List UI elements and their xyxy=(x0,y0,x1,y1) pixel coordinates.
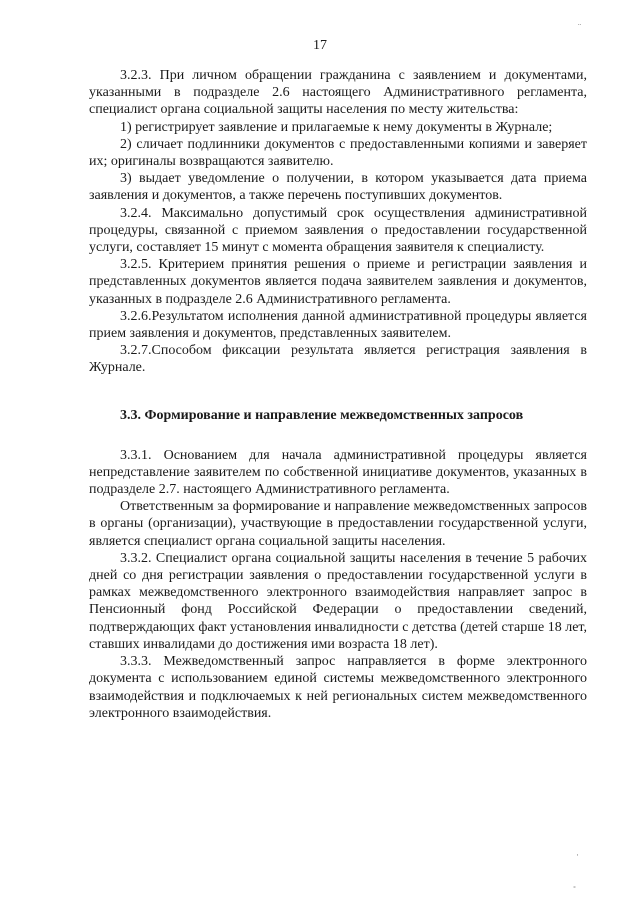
paragraph-3-2-7: 3.2.7.Способом фиксации результата является регистрация заявления в Журнале. xyxy=(89,343,587,376)
scan-mark: ˚ xyxy=(573,885,576,895)
paragraph-item-3: 3) выдает уведомление о получении, в котором указывается дата приема заявления и документов, а также перечень поступивших документов. xyxy=(89,171,587,204)
scan-mark: · xyxy=(576,850,579,860)
paragraph-item-1: 1) регистрирует заявление и прилагаемые к нему документы в Журнале; xyxy=(120,119,553,135)
paragraph-3-2-4: 3.2.4. Максимально допустимый срок осуществления административной процедуры, связанной с приемом заявления о предоставлении государственной услуги, составляет 15 минут с момента обращения заявителя к специалисту. xyxy=(89,205,587,256)
paragraph-3-3-1: 3.3.1. Основанием для начала административной процедуры является непредставление заявителем по собственной инициативе документов, указанных в подразделе 2.7. настоящего Административного регламента. xyxy=(89,447,587,498)
paragraph-3-3-2: 3.3.2. Специалист органа социальной защиты населения в течение 5 рабочих дней со дня регистрации заявления о предоставлении государственной услуги в рамках межведомственного электронного взаимодействия направляет запрос в Пенсионный фонд Российской Федерации о предоставлении сведений, подтверждающих факт установления инвалидности с детства (детей старше 18 лет, ставших инвалидами до достижения ими возраста 18 лет). xyxy=(89,550,587,652)
page-number: 17 xyxy=(313,38,327,53)
section-title: 3.3. Формирование и направление межведомственных запросов xyxy=(120,407,524,423)
paragraph-3-3-3: 3.3.3. Межведомственный запрос направляется в форме электронного документа с использованием единой системы межведомственного электронного взаимодействия и подключаемых к ней региональных систем межведомственного электронного взаимодействия. xyxy=(89,654,587,721)
paragraph-3-2-3: 3.2.3. При личном обращении гражданина с заявлением и документами, указанными в подразделе 2.6 настоящего Административного регламента, специалист органа социальной защиты населения по месту жительства: xyxy=(89,68,587,118)
spacer xyxy=(89,424,587,447)
paragraph-responsible: Ответственным за формирование и направление межведомственных запросов в органы (организации), участвующие в предоставлении государственной услуги, является специалист органа социальной защиты населения. xyxy=(89,499,587,549)
paragraph-item-2: 2) сличает подлинники документов с предоставленными копиями и заверяет их; оригиналы возвращаются заявителю. xyxy=(89,136,587,170)
spacer xyxy=(89,377,587,407)
paragraph-3-2-6: 3.2.6.Результатом исполнения данной административной процедуры является прием заявления и документов, представленных заявителем. xyxy=(89,308,587,342)
scan-mark: ¨ xyxy=(578,22,581,32)
document-body xyxy=(89,67,587,722)
paragraph-3-2-5: 3.2.5. Критерием принятия решения о приеме и регистрации заявления и представленных документов является подача заявителем заявления и документов, указанных в подразделе 2.6 Административного регламента. xyxy=(89,257,587,307)
